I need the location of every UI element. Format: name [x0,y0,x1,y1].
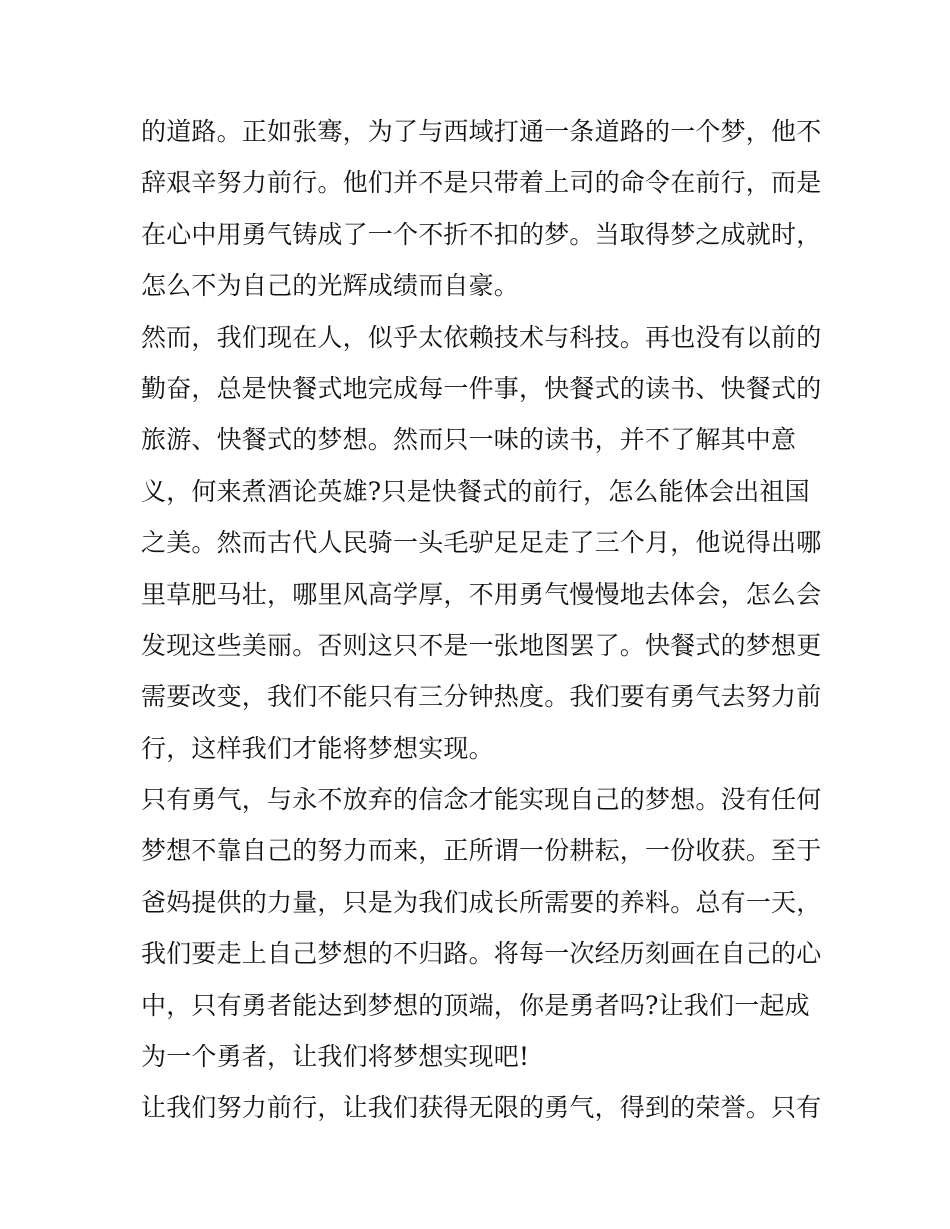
text-line: 我们要走上自己梦想的不归路。将每一次经历刻画在自己的心 [141,939,822,969]
text-line: 梦想不靠自己的努力而来，正所谓一份耕耘，一份收获。至于 [141,836,822,866]
document-body [141,106,831,1134]
text-line: 辞艰辛努力前行。他们并不是只带着上司的命令在前行，而是 [141,168,822,198]
text-line: 发现这些美丽。否则这只不是一张地图罢了。快餐式的梦想更 [141,630,822,660]
text-line: 里草肥马壮，哪里风高学厚，不用勇气慢慢地去体会，怎么会 [141,579,822,609]
text-line: 在心中用勇气铸成了一个不折不扣的梦。当取得梦之成就时， [141,219,822,249]
text-line: 之美。然而古代人民骑一头毛驴足足走了三个月，他说得出哪 [141,528,822,558]
text-line: 中，只有勇者能达到梦想的顶端，你是勇者吗?让我们一起成 [141,990,810,1020]
text-line: 的道路。正如张骞，为了与西域打通一条道路的一个梦，他不 [141,117,822,146]
text-line: 爸妈提供的力量，只是为我们成长所需要的养料。总有一天， [141,887,822,917]
text-line: 旅游、快餐式的梦想。然而只一味的读书，并不了解其中意 [141,425,797,455]
text-line: 行，这样我们才能将梦想实现。 [141,733,494,763]
text-line: 义，何来煮酒论英雄?只是快餐式的前行，怎么能体会出祖国 [141,476,810,506]
text-line: 为一个勇者，让我们将梦想实现吧! [141,1042,530,1072]
text-line: 然而，我们现在人，似乎太依赖技术与科技。再也没有以前的 [141,322,822,352]
text-line: 只有勇气，与永不放弃的信念才能实现自己的梦想。没有任何 [141,785,822,815]
text-line: 勤奋，总是快餐式地完成每一件事，快餐式的读书、快餐式的 [141,373,822,403]
text-line: 让我们努力前行，让我们获得无限的勇气，得到的荣誉。只有 [141,1093,822,1123]
text-line: 怎么不为自己的光辉成绩而自豪。 [141,271,520,301]
text-line: 需要改变，我们不能只有三分钟热度。我们要有勇气去努力前 [141,682,822,712]
